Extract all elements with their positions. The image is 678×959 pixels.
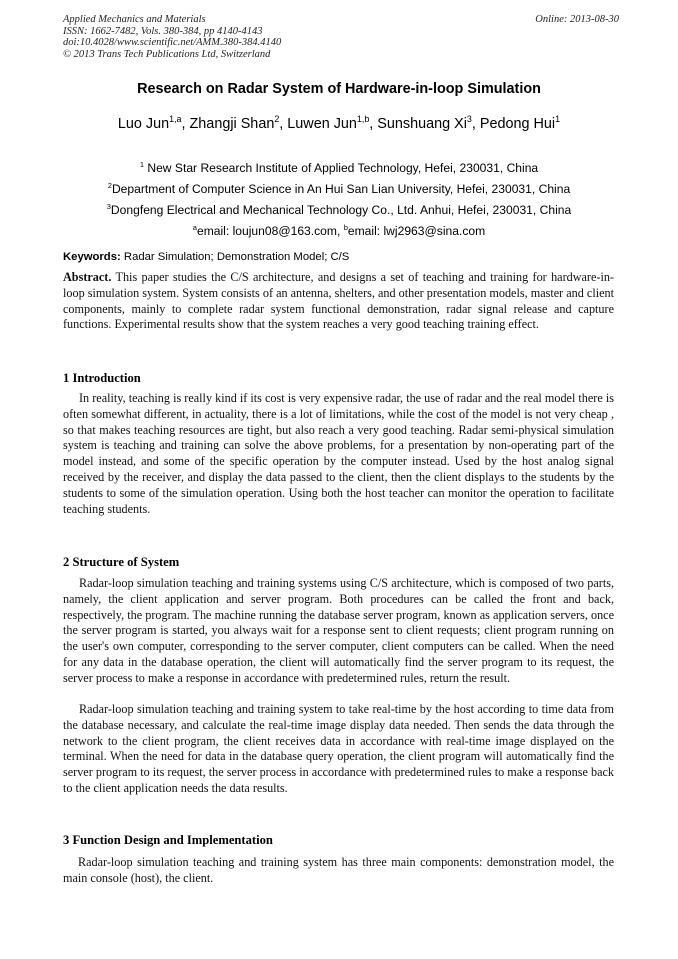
author-list: [63, 116, 615, 132]
function-design-paragraph: Radar-loop simulation teaching and training system has three main components: demonstration model, the main console (host), the client.: [63, 855, 614, 885]
email-line: [63, 224, 615, 238]
abstract: [63, 270, 614, 333]
structure-paragraph-1: Radar-loop simulation teaching and training systems using C/S architecture, which is composed of two parts, namely, the client application and server program. Both procedures can be called the front and back, respectively, the program. The machine running the database server program, known as application servers, once the server program is started, you always wait for a response sent to client requests; client program running on the user's own computer, corresponding to the server computer, client computers can be called. When the need for any data in the database operation, the client will automatically find the server program to its request, the server process to make a response in accordance with predetermined rules, return the result.: [63, 576, 614, 685]
journal-name: Applied Mechanics and Materials: [63, 14, 206, 25]
affiliation-text: New Star Research Institute of Applied Technology, Hefei, 230031, China: [143, 161, 539, 175]
email-b: email: lwj2963@sina.com: [347, 224, 486, 238]
section-heading-function-design: 3 Function Design and Implementation: [63, 833, 273, 847]
abstract-label: Abstract.: [63, 270, 112, 284]
issn-line: ISSN: 1662-7482, Vols. 380-384, pp 4140-4143: [63, 25, 263, 37]
affiliation-1: [63, 161, 615, 175]
email-sup-b: b: [343, 222, 348, 232]
journal-header: [63, 14, 619, 60]
doi-line: doi:10.4028/www.scientific.net/AMM.380-384.4140: [63, 37, 282, 49]
copyright-line: © 2013 Trans Tech Publications Ltd, Switzerland: [63, 48, 271, 60]
author-separator: ,: [279, 116, 288, 132]
author-separator: ,: [471, 116, 480, 132]
paper-title: Research on Radar System of Hardware-in-loop Simulation: [137, 81, 541, 97]
section-heading-introduction: 1 Introduction: [63, 371, 141, 385]
affiliation-sup: 3: [106, 201, 111, 211]
affiliation-text: Dongfeng Electrical and Mechanical Technology Co., Ltd. Anhui, Hefei, 230031, China: [110, 203, 572, 217]
introduction-paragraph: In reality, teaching is really kind if its cost is very expensive radar, the use of radar and the real model there is often somewhat different, in actuality, there is a lot of limitations, while the cost of the model is not very cheap , so that makes teaching resources are tight, but also reach a very good teaching. Radar semi-physical simulation system is teaching and training can solve the above problems, for a presentation by non-operating part of the model instead, and some of the specific operation by the computer instead. Used by the host analog signal received by the receiver, and display the data passed to the client, then the client displays to the students by the students to some of the simulation operation. Using both the host teacher can monitor the operation to facilitate teaching students.: [63, 391, 614, 516]
structure-paragraph-2: Radar-loop simulation teaching and training system to take real-time by the host according to time data from the database necessary, and calculate the real-time image display data needed. Then sends the data through the network to the client program, the client receives data in accordance with real-time image displayed on the terminal. When the need for data in the database query operation, the client program will automatically find the server program to its request, the server process in accordance with predetermined rules to make a response back to the client application needs the data results.: [63, 702, 614, 795]
abstract-text: This paper studies the C/S architecture, and designs a set of teaching and training for hardware-in-loop simulation system. System consists of an antenna, shelters, and other presentation models, master and client components, mainly to complete radar system functional demonstration, radar signal release and capture functions. Experimental results show that the system reaches a very good teaching training effect.: [63, 270, 614, 332]
online-date: Online: 2013-08-30: [535, 14, 619, 25]
author-name: Luo Jun: [117, 116, 170, 132]
author-affil-sup: 1,b: [356, 114, 370, 125]
email-a: email: loujun08@163.com,: [196, 224, 344, 238]
author-separator: ,: [369, 116, 378, 132]
email-sup-a: a: [192, 222, 197, 232]
author-separator: ,: [181, 116, 190, 132]
author-affil-sup: 1: [555, 114, 561, 125]
author-name: Sunshuang Xi: [377, 116, 467, 132]
affiliation-sup: 2: [107, 180, 112, 190]
keywords-label: Keywords:: [63, 251, 121, 263]
author-name: Zhangji Shan: [189, 116, 275, 132]
author-affil-sup: 3: [466, 114, 472, 125]
affiliation-2: [63, 182, 615, 196]
author-name: Pedong Hui: [479, 116, 556, 132]
author-name: Luwen Jun: [287, 116, 357, 132]
section-heading-structure: 2 Structure of System: [63, 555, 180, 569]
author-affil-sup: 2: [274, 114, 280, 125]
keywords: [63, 251, 615, 263]
affiliation-3: [63, 203, 615, 217]
affiliation-sup: 1: [139, 159, 144, 169]
affiliation-text: Department of Computer Science in An Hui San Lian University, Hefei, 230031, China: [111, 182, 571, 196]
keywords-text: Radar Simulation; Demonstration Model; C/S: [120, 251, 350, 263]
author-affil-sup: 1,a: [169, 114, 182, 125]
